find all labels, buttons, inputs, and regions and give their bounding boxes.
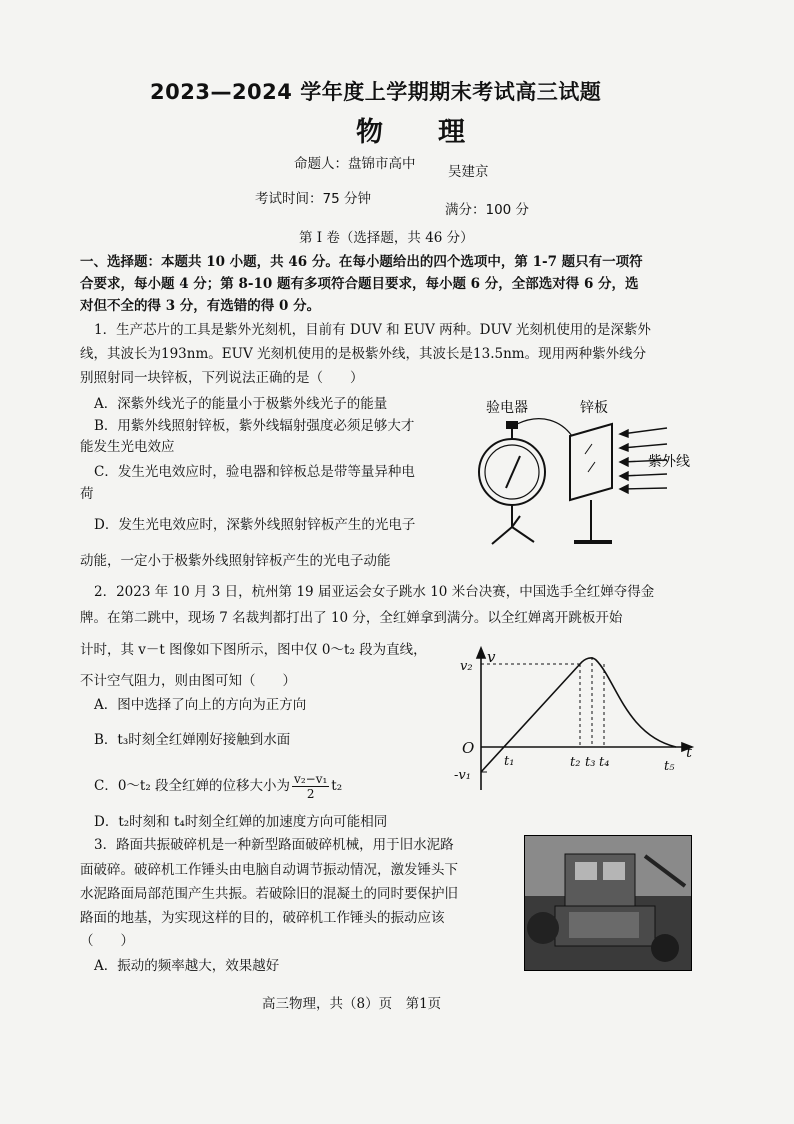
q1-stem: 1．生产芯片的工具是紫外光刻机，目前有 DUV 和 EUV 两种。DUV 光刻机使用的是深紫外 — [94, 322, 651, 338]
t1-label: t₁ — [504, 754, 515, 769]
instructions-line: 一、选择题：本题共 10 小题，共 46 分。在每小题给出的四个选项中，第 1-7 题只有一项符 — [80, 254, 643, 270]
linear-segment — [481, 664, 580, 772]
q1-option-c: C．发生光电效应时，验电器和锌板总是带等量异种电 — [94, 464, 415, 480]
zinc-plate-label: 锌板 — [580, 400, 608, 416]
author-label: 命题人：盘锦市高中 — [294, 156, 416, 172]
v-axis-arrow — [477, 648, 485, 658]
q1-option-c: 荷 — [80, 486, 94, 502]
t-label: t — [686, 743, 693, 761]
q3-stem: （ ） — [80, 933, 134, 949]
t4-label: t₄ — [599, 755, 610, 770]
exam-title: 2023—2024 学年度上学期期末考试高三试题 — [150, 80, 602, 104]
t5-label: t₅ — [664, 759, 675, 774]
page-footer: 高三物理，共（8）页 第1页 — [262, 996, 442, 1012]
electroscope-icon — [479, 419, 572, 544]
q2-stem: 2．2023 年 10 月 3 日，杭州第 19 届亚运会女子跳水 10 米台决赛，中国选手全红婵夺得金 — [94, 584, 655, 600]
q1-stem: 别照射同一块锌板，下列说法正确的是（ ） — [80, 370, 364, 386]
t2-label: t₂ — [570, 755, 581, 770]
author-name: 吴建京 — [448, 164, 489, 180]
q1-option-b: 能发生光电效应 — [80, 439, 175, 455]
uv-label: 紫外线 — [648, 454, 690, 470]
origin-label: O — [462, 739, 475, 757]
q2-option-a: A．图中选择了向上的方向为正方向 — [94, 697, 307, 713]
v-label: v — [487, 648, 496, 666]
q3-stem: 路面的地基，为实现这样的目的，破碎机工作锤头的振动应该 — [80, 910, 445, 926]
q2-option-d: D．t₂时刻和 t₄时刻全红婵的加速度方向可能相同 — [94, 814, 388, 830]
q2-option-c-text: C．0～t₂ 段全红婵的位移大小为 — [94, 778, 291, 794]
fraction — [292, 772, 329, 801]
road-breaker-photo — [524, 835, 692, 971]
q2-stem: 计时，其 v－t 图像如下图所示，图中仅 0～t₂ 段为直线， — [80, 642, 427, 658]
fraction-denominator: 2 — [306, 787, 315, 801]
instructions-line: 对但不全的得 3 分，有选错的得 0 分。 — [80, 298, 321, 314]
q3-option-a: A．振动的频率越大，效果越好 — [94, 958, 280, 974]
q2-stem: 牌。在第二跳中，现场 7 名裁判都打出了 10 分，全红婵拿到满分。以全红婵离开跳板开始 — [80, 610, 623, 626]
v2-label: v₂ — [460, 659, 473, 674]
q1-option-d: 动能，一定小于极紫外线照射锌板产生的光电子动能 — [80, 553, 391, 569]
curve-segment — [580, 658, 676, 747]
subject-title: 物 理 — [356, 117, 479, 148]
zinc-plate-icon — [570, 424, 612, 542]
instructions-line: 合要求，每小题 4 分；第 8-10 题有多项符合题目要求，每小题 6 分，全部选对得 6 分，选 — [80, 276, 639, 292]
q2-stem: 不计空气阻力，则由图可知（ ） — [80, 673, 296, 689]
q1-stem: 线，其波长为193nm。EUV 光刻机使用的是极紫外线，其波长是13.5nm。现用两种紫外线分 — [80, 346, 647, 362]
q3-stem: 3．路面共振破碎机是一种新型路面破碎机械，用于旧水泥路 — [94, 837, 454, 853]
q3-stem: 水泥路面局部范围产生共振。若破除旧的混凝土的同时要保护旧 — [80, 886, 458, 902]
t3-label: t₃ — [585, 755, 596, 770]
vt-graph — [446, 640, 700, 796]
neg-v1-label: -v₁ — [454, 768, 471, 783]
q2-option-c-text: t₂ — [331, 778, 343, 794]
photoelectric-figure — [462, 392, 694, 552]
q1-option-b: B．用紫外线照射锌板，紫外线辐射强度必须足够大才 — [94, 418, 415, 434]
section-heading: 第 I 卷（选择题，共 46 分） — [299, 230, 474, 246]
q3-stem: 面破碎。破碎机工作锤头由电脑自动调节振动情况，激发锤头下 — [80, 862, 458, 878]
q2-option-c — [94, 772, 342, 801]
electroscope-label: 验电器 — [486, 400, 528, 416]
fraction-numerator: v₂−v₁ — [294, 772, 328, 786]
exam-time: 考试时间：75 分钟 — [255, 191, 371, 207]
q1-option-d: D．发生光电效应时，深紫外线照射锌板产生的光电子 — [94, 517, 416, 533]
full-score: 满分：100 分 — [445, 202, 530, 218]
q1-option-a: A．深紫外线光子的能量小于极紫外线光子的能量 — [94, 396, 388, 412]
q2-option-b: B．t₃时刻全红婵刚好接触到水面 — [94, 732, 291, 748]
